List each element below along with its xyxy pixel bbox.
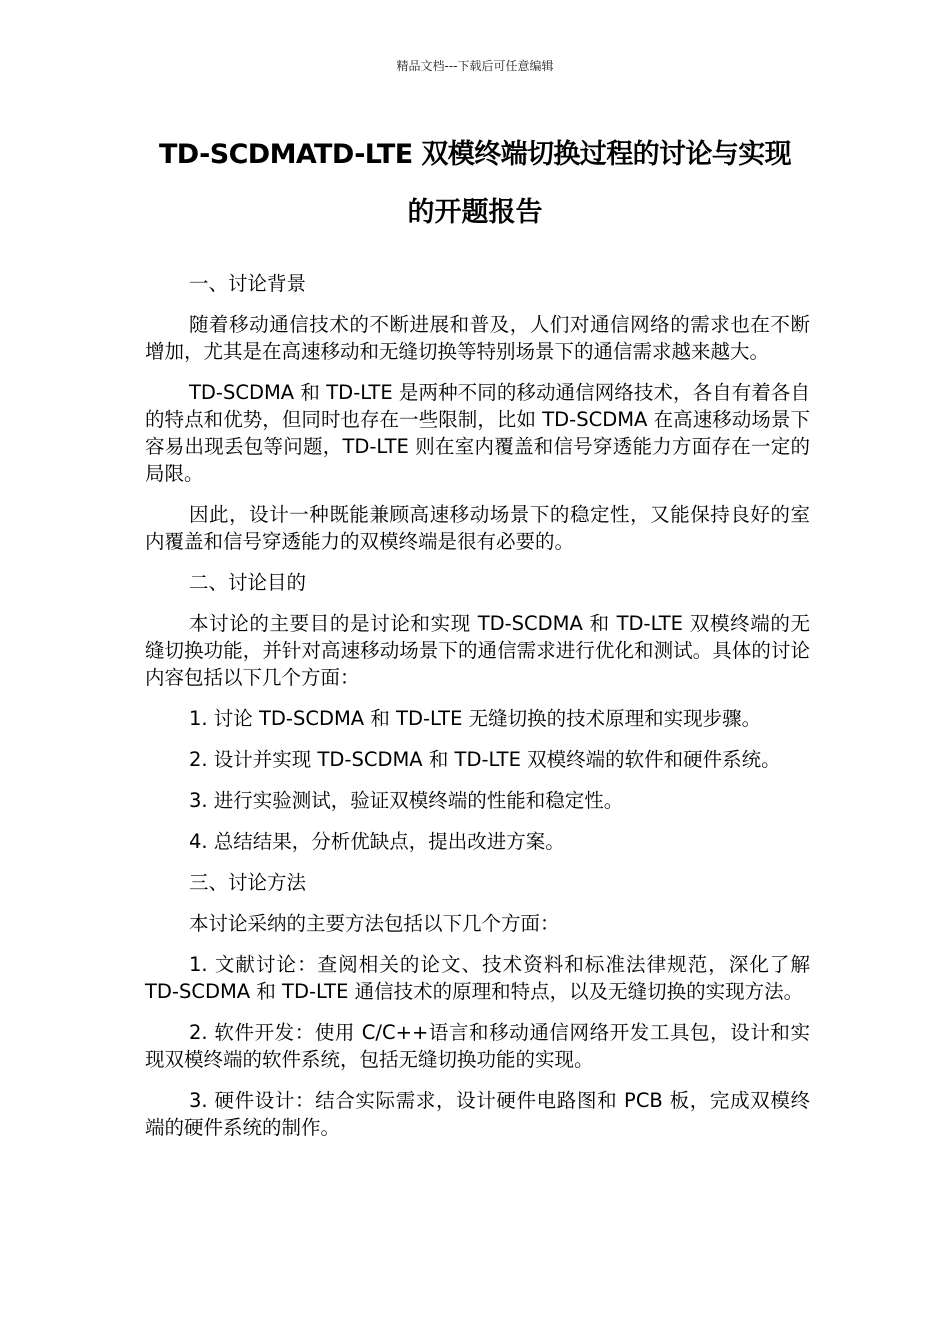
list-item: 1. 讨论 TD-SCDMA 和 TD-LTE 无缝切换的技术原理和实现步骤。 xyxy=(189,707,762,730)
paragraph: 随着移动通信技术的不断进展和普及，人们对通信网络的需求也在不断增加，尤其是在高速移动和无缝切换等特别场景下的通信需求越来越大。 xyxy=(145,313,810,363)
list-item: 2. 软件开发：使用 C/C++语言和移动通信网络开发工具包，设计和实现双模终端的软件系统，包括无缝切换功能的实现。 xyxy=(145,1021,810,1071)
paragraph: 本讨论采纳的主要方法包括以下几个方面： xyxy=(189,912,560,935)
section-heading-background: 一、讨论背景 xyxy=(189,272,307,295)
paragraph: TD-SCDMA 和 TD-LTE 是两种不同的移动通信网络技术，各自有着各自的特点和优势，但同时也存在一些限制，比如 TD-SCDMA 在高速移动场景下容易出现丢包等问题，TD-LTE 则在室内覆盖和信号穿透能力方面存在一定的局限。 xyxy=(145,381,810,485)
list-item: 3. 硬件设计：结合实际需求，设计硬件电路图和 PCB 板，完成双模终端的硬件系统的制作。 xyxy=(145,1089,810,1139)
section-heading-method: 三、讨论方法 xyxy=(189,871,307,894)
document-title-line-1: TD-SCDMATD-LTE 双模终端切换过程的讨论与实现 xyxy=(158,139,791,170)
paragraph: 因此，设计一种既能兼顾高速移动场景下的稳定性，又能保持良好的室内覆盖和信号穿透能力的双模终端是很有必要的。 xyxy=(145,503,810,553)
page-header: 精品文档---下载后可任意编辑 xyxy=(396,59,554,73)
list-item: 4. 总结结果，分析优缺点，提出改进方案。 xyxy=(189,830,565,853)
document-body xyxy=(145,270,810,1155)
list-item: 2. 设计并实现 TD-SCDMA 和 TD-LTE 双模终端的软件和硬件系统。 xyxy=(189,748,781,771)
document-title-line-2: 的开题报告 xyxy=(407,197,543,228)
list-item: 3. 进行实验测试，验证双模终端的性能和稳定性。 xyxy=(189,789,624,812)
paragraph: 本讨论的主要目的是讨论和实现 TD-SCDMA 和 TD-LTE 双模终端的无缝切换功能，并针对高速移动场景下的通信需求进行优化和测试。具体的讨论内容包括以下几个方面： xyxy=(145,612,810,689)
list-item: 1. 文献讨论：查阅相关的论文、技术资料和标准法律规范，深化了解 TD-SCDMA 和 TD-LTE 通信技术的原理和特点，以及无缝切换的实现方法。 xyxy=(145,953,810,1003)
section-heading-purpose: 二、讨论目的 xyxy=(189,571,307,594)
